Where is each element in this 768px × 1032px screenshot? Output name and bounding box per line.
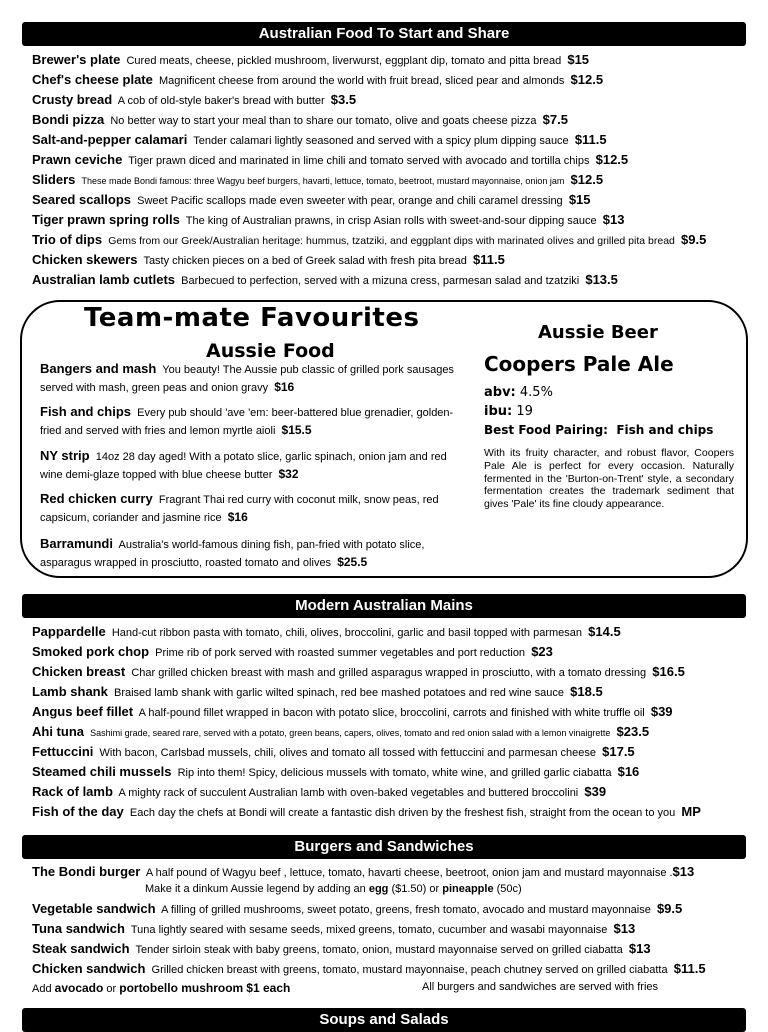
item-desc: Australia's world-famous dining fish, pan-fried with potato slice, asparagus wrapped in prosciutto, roasted tomato and olives — [40, 539, 425, 569]
item-price: $13 — [672, 864, 695, 879]
item-desc: Barbecued to perfection, served with a mizuna cress, parmesan salad and tzatziki — [181, 275, 580, 287]
item-desc: Sweet Pacific scallops made even sweeter with pear, orange and chili caramel dressing — [137, 195, 563, 207]
menu-item — [32, 210, 750, 231]
item-name: Fish and chips — [40, 404, 132, 419]
item-price: $15.5 — [281, 423, 312, 437]
addon-footer — [32, 981, 290, 995]
item-desc: Gems from our Greek/Australian heritage: hummus, tzatziki, and eggplant dips with marinated olives and grilled pita bread — [108, 235, 675, 247]
or-word: or — [106, 983, 117, 995]
item-price: $39 — [650, 704, 673, 719]
beer-name: Coopers Pale Ale — [484, 352, 674, 376]
item-price: $16 — [227, 510, 248, 524]
menu-item — [32, 899, 750, 920]
item-name: Crusty bread — [32, 92, 113, 107]
item-desc: You beauty! The Aussie pub classic of grilled pork sausages served with mash, green peas and onion gravy — [40, 364, 454, 394]
fries-note: All burgers and sandwiches are served with fries — [422, 981, 659, 993]
menu-item — [32, 959, 750, 980]
menu-item — [32, 782, 750, 803]
item-price: $23.5 — [616, 724, 650, 739]
item-price: $3.5 — [330, 92, 357, 107]
menu-item — [32, 250, 750, 271]
item-price: $14.5 — [588, 624, 621, 639]
addon-egg: egg — [368, 883, 389, 895]
item-name: Ahi tuna — [32, 724, 84, 739]
menu-item — [32, 90, 750, 111]
beer-description: With its fruity character, and robust flavor, Coopers Pale Ale is perfect for every occasion. Naturally fermented in the 'Burton-on-Trent' style, a secondary fermentation creates the trademark sediment that gives 'Pale' its fine cloudy appearance. — [484, 447, 734, 511]
item-price: $7.5 — [542, 112, 568, 127]
favourite-item — [40, 535, 460, 572]
item-name: Angus beef fillet — [32, 704, 134, 719]
aussie-food-title: Aussie Food — [206, 340, 335, 362]
menu-item — [32, 762, 750, 783]
mushroom-option: portobello mushroom — [119, 981, 244, 995]
item-desc: Char grilled chicken breast with mash and grilled asparagus wrapped in prosciutto, with a tomato dressing — [131, 667, 647, 679]
menu-item — [32, 230, 750, 251]
item-desc: Hand-cut ribbon pasta with tomato, chili, olives, broccolini, garlic and basil topped with parmesan — [111, 627, 583, 639]
menu-item — [32, 50, 750, 71]
menu-item — [32, 862, 750, 883]
item-price: $16.5 — [652, 664, 685, 679]
item-desc: Sashimi grade, seared rare, served with a potato, green beans, capers, olives, tomato and red onion salad with a lemon vinaigrette — [90, 728, 611, 738]
avocado-option: avocado — [54, 981, 104, 995]
beer-pairing — [484, 423, 713, 437]
item-desc: Tuna lightly seared with sesame seeds, mixed greens, tomato, cucumber and wasabi mayonnaise — [130, 924, 608, 936]
item-price: $25.5 — [337, 555, 368, 569]
item-price: $17.5 — [602, 744, 635, 759]
item-price: $12.5 — [570, 172, 604, 187]
item-desc: A half pound of Wagyu beef , lettuce, tomato, havarti cheese, beetroot, onion jam and mustard mayonnaise . — [145, 867, 673, 879]
menu-item — [32, 662, 750, 683]
item-price: $13 — [613, 921, 636, 936]
item-name: Salt-and-pepper calamari — [32, 132, 188, 147]
item-name: Australian lamb cutlets — [32, 272, 176, 287]
item-desc: These made Bondi famous: three Wagyu beef burgers, havarti, lettuce, tomato, beetroot, mustard mayonnaise, onion jam — [81, 176, 565, 186]
item-name: Sliders — [32, 172, 76, 187]
section-header-mains: Modern Australian Mains — [22, 594, 746, 618]
favourite-item — [40, 490, 460, 527]
item-desc: A filling of grilled mushrooms, sweet potato, greens, fresh tomato, avocado and mustard mayonnaise — [161, 904, 651, 916]
item-desc: Rip into them! Spicy, delicious mussels with tomato, white wine, and grilled garlic ciabatta — [177, 767, 612, 779]
item-desc: Prime rib of pork served with roasted summer vegetables and port reduction — [155, 647, 526, 659]
item-desc: A half-pound fillet wrapped in bacon with potato slice, broccolini, carrots and finished with white truffle oil — [138, 707, 645, 719]
menu-item — [32, 802, 750, 823]
item-name: Tuna sandwich — [32, 921, 125, 936]
menu-item — [32, 170, 750, 191]
menu-item — [32, 70, 750, 91]
item-desc: Magnificent cheese from around the world with fruit bread, sliced pear and almonds — [159, 75, 565, 87]
item-desc: Each day the chefs at Bondi will create a fantastic dish driven by the freshest fish, straight from the ocean to you — [129, 807, 676, 819]
section-header-soups: Soups and Salads — [22, 1008, 746, 1032]
item-name: Barramundi — [40, 536, 113, 551]
menu-item — [32, 722, 750, 743]
item-price: $11.5 — [673, 961, 706, 976]
menu-item — [32, 682, 750, 703]
item-name: Chicken skewers — [32, 252, 138, 267]
item-price: $9.5 — [656, 901, 683, 916]
item-name: Lamb shank — [32, 684, 108, 699]
menu-item — [32, 702, 750, 723]
section-header-start: Australian Food To Start and Share — [22, 22, 746, 46]
item-name: Chicken breast — [32, 664, 126, 679]
item-price: $18.5 — [570, 684, 603, 699]
menu-item — [32, 130, 750, 151]
item-desc: Tasty chicken pieces on a bed of Greek salad with fresh pita bread — [143, 255, 467, 267]
item-desc: No better way to start your meal than to share our tomato, olive and goats cheese pizza — [110, 115, 537, 127]
ibu-label: ibu: — [484, 404, 513, 419]
item-price: MP — [681, 804, 701, 819]
beer-abv — [484, 385, 553, 400]
item-name: Vegetable sandwich — [32, 901, 156, 916]
item-desc: Grilled chicken breast with greens, tomato, mustard mayonnaise, peach chutney served on grilled ciabatta — [151, 964, 668, 976]
item-price: $23 — [531, 644, 553, 659]
item-name: Fish of the day — [32, 804, 124, 819]
item-name: Chicken sandwich — [32, 961, 146, 976]
item-desc: A cob of old-style baker's bread with butter — [117, 95, 325, 107]
item-price: $12.5 — [570, 72, 604, 87]
item-name: NY strip — [40, 448, 90, 463]
burger-addon-note — [145, 883, 522, 895]
menu-item — [32, 939, 750, 960]
item-desc: Tender calamari lightly seasoned and served with a spicy plum dipping sauce — [193, 135, 569, 147]
item-price: $13.5 — [585, 272, 618, 287]
abv-label: abv: — [484, 385, 516, 400]
item-desc: With bacon, Carlsbad mussels, chili, olives and tomato all tossed with fettuccini and parmesan cheese — [99, 747, 596, 759]
beer-heading: Aussie Beer — [538, 322, 658, 343]
menu-item — [32, 270, 750, 291]
item-desc: The king of Australian prawns, in crisp Asian rolls with sweet-and-sour dipping sauce — [185, 215, 597, 227]
item-desc: A mighty rack of succulent Australian lamb with oven-baked vegetables and buttered broccolini — [118, 787, 579, 799]
item-name: Pappardelle — [32, 624, 106, 639]
menu-item — [32, 642, 750, 663]
item-price: $11.5 — [574, 132, 607, 147]
item-name: Seared scallops — [32, 192, 131, 207]
item-desc: Tiger prawn diced and marinated in lime chili and tomato served with avocado and tortilla chips — [128, 155, 590, 167]
item-price: $16 — [274, 380, 295, 394]
menu-item — [32, 150, 750, 171]
item-desc: 14oz 28 day aged! With a potato slice, garlic spinach, onion jam and red wine demi-glaze topped with blue cheese butter — [40, 451, 447, 481]
item-name: Rack of lamb — [32, 784, 113, 799]
item-name: Smoked pork chop — [32, 644, 150, 659]
add-word: Add — [32, 983, 52, 995]
menu-item — [32, 742, 750, 763]
item-price: $11.5 — [473, 252, 505, 267]
item-name: Brewer's plate — [32, 52, 121, 67]
addon-text: Make it a dinkum Aussie legend by adding an — [145, 883, 366, 895]
favourites-title: Team-mate Favourites — [84, 303, 420, 333]
menu-item — [32, 110, 750, 131]
ibu-value: 19 — [516, 404, 533, 419]
item-desc: Every pub should 'ave 'em: beer-battered blue grenadier, golden-fried and served with fries and lemon myrtle aioli — [40, 407, 454, 437]
section-header-burgers: Burgers and Sandwiches — [22, 835, 746, 859]
item-name: Trio of dips — [32, 232, 103, 247]
item-name: Bangers and mash — [40, 361, 157, 376]
addon-price: $1 each — [246, 981, 291, 995]
addon-pineapple: pineapple — [442, 883, 494, 895]
favourite-item — [40, 403, 460, 440]
item-name: Chef's cheese plate — [32, 72, 153, 87]
menu-item — [32, 622, 750, 643]
item-price: $16 — [617, 764, 640, 779]
item-name: Fettuccini — [32, 744, 94, 759]
menu-item — [32, 919, 750, 940]
menu-item — [32, 190, 750, 211]
item-name: Steak sandwich — [32, 941, 130, 956]
item-desc: Fragrant Thai red curry with coconut milk, snow peas, red capsicum, coriander and jasmine rice — [40, 494, 439, 524]
item-price: $15 — [567, 52, 590, 67]
favourite-item — [40, 447, 460, 484]
item-desc: Tender sirloin steak with baby greens, tomato, onion, mustard mayonnaise served on grilled ciabatta — [135, 944, 623, 956]
pairing-label: Best Food Pairing: — [484, 423, 608, 437]
item-name: The Bondi burger — [32, 864, 141, 879]
beer-ibu — [484, 404, 533, 419]
item-desc: Braised lamb shank with garlic wilted spinach, red bee mashed potatoes and red wine sauce — [113, 687, 565, 699]
item-desc: Cured meats, cheese, pickled mushroom, liverwurst, eggplant dip, tomato and pitta bread — [126, 55, 562, 67]
item-price: $39 — [584, 784, 607, 799]
item-name: Red chicken curry — [40, 491, 153, 506]
item-name: Tiger prawn spring rolls — [32, 212, 180, 227]
item-price: $13 — [602, 212, 625, 227]
favourite-item — [40, 360, 460, 397]
item-price: $12.5 — [595, 152, 629, 167]
item-name: Steamed chili mussels — [32, 764, 172, 779]
item-price: $32 — [278, 467, 299, 481]
item-price: $15 — [568, 192, 591, 207]
item-name: Prawn ceviche — [32, 152, 123, 167]
pairing-value: Fish and chips — [616, 423, 714, 437]
addon-pineapple-price: (50c) — [496, 883, 522, 895]
item-name: Bondi pizza — [32, 112, 105, 127]
item-price: $9.5 — [681, 232, 707, 247]
addon-egg-price: ($1.50) or — [391, 883, 440, 895]
abv-value: 4.5% — [519, 385, 553, 400]
item-price: $13 — [628, 941, 651, 956]
